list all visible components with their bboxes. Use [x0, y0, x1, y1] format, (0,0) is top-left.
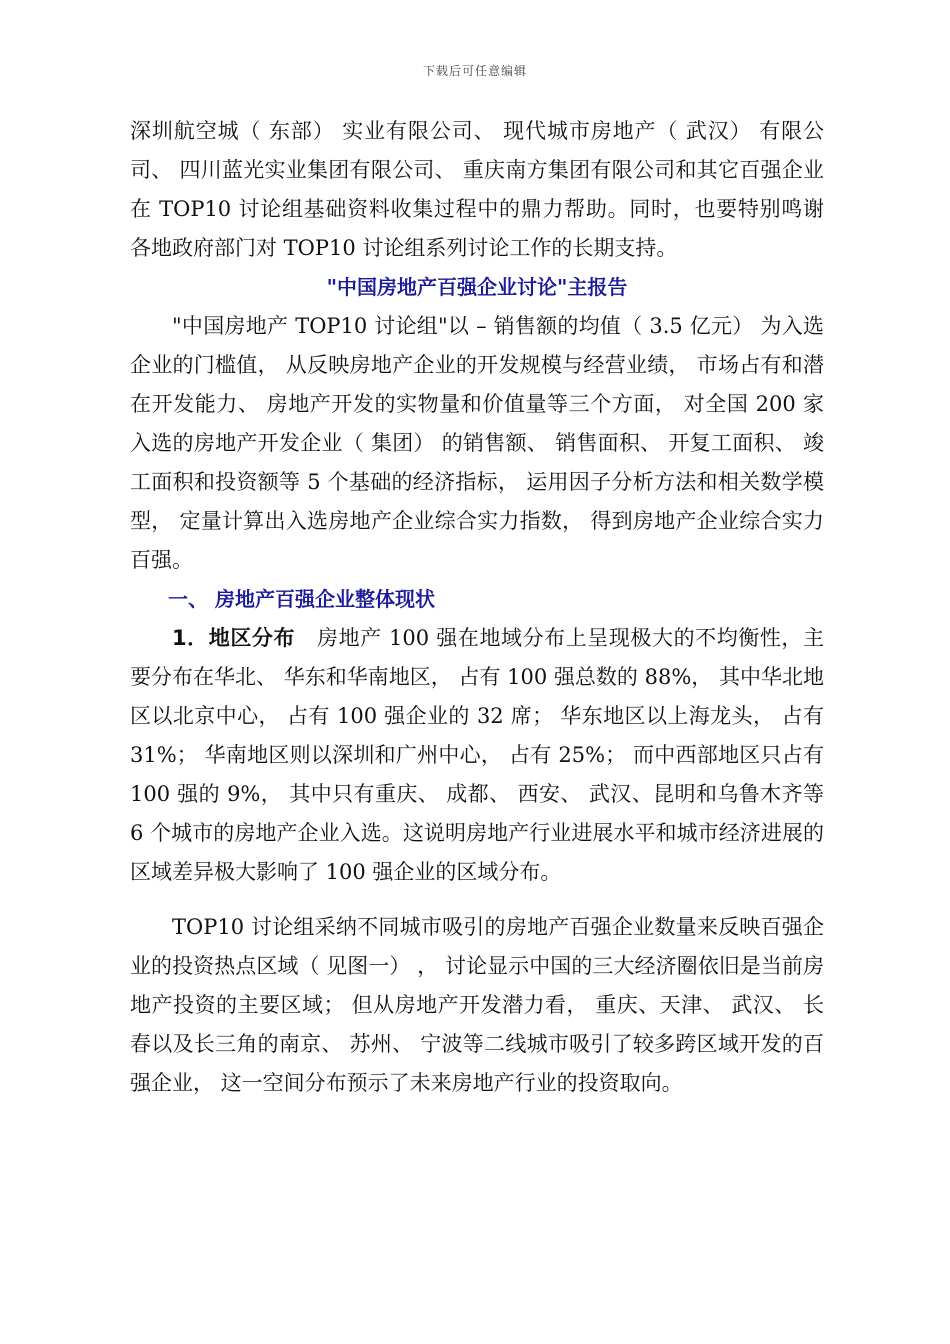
subsection-heading: 1．地区分布	[172, 626, 296, 650]
intro-paragraph: "中国房地产 TOP10 讨论组"以 – 销售额的均值（ 3.5 亿元） 为入选企业的门槛值， 从反映房地产企业的开发规模与经营业绩， 市场占有和潜在开发能力、 房地产开发的实物量和价值量等三个方面， 对全国 200 家入选的房地产开发企业（ 集团） 的销售额、 销售面积、 开复工面积、 竣工面积和投资额等 5 个基础的经济指标， 运用因子分析方法和相关数学模型， 定量计算出入选房地产企业综合实力指数， 得到房地产企业综合实力百强。	[130, 314, 824, 572]
document-body	[130, 112, 824, 1103]
regional-distribution-paragraph	[130, 619, 824, 892]
acknowledgement-paragraph: 深圳航空城（ 东部） 实业有限公司、 现代城市房地产（ 武汉） 有限公司、 四川蓝光实业集团有限公司、 重庆南方集团有限公司和其它百强企业在 TOP10 讨论组基础资料收集过程中的鼎力帮助。同时，也要特别鸣谢各地政府部门对 TOP10 讨论组系列讨论工作的长期支持。	[130, 119, 824, 260]
report-title: "中国房地产百强企业讨论"主报告	[326, 275, 628, 299]
subsection-text: 房地产 100 强在地域分布上呈现极大的不均衡性，主要分布在华北、 华东和华南地区， 占有 100 强总数的 88%， 其中华北地区以北京中心， 占有 100 强企业的 32 席； 华东地区以上海龙头， 占有 31%； 华南地区则以深圳和广州中心， 占有 25%； 而中西部地区只占有 100 强的 9%， 其中只有重庆、 成都、 西安、 武汉、昆明和乌鲁木齐等 6 个城市的房地产企业入选。这说明房地产行业进展水平和城市经济进展的区域差异极大影响了 100 强企业的区域分布。	[130, 626, 824, 884]
investment-hotspot-paragraph: TOP10 讨论组采纳不同城市吸引的房地产百强企业数量来反映百强企业的投资热点区域（ 见图一） ， 讨论显示中国的三大经济圈依旧是当前房地产投资的主要区域； 但从房地产开发潜力看， 重庆、天津、 武汉、 长春以及长三角的南京、 苏州、 宁波等二线城市吸引了较多跨区域开发的百强企业， 这一空间分布预示了未来房地产行业的投资取向。	[130, 915, 824, 1095]
section-heading: 一、 房地产百强企业整体现状	[168, 587, 435, 611]
header-note: 下载后可任意编辑	[422, 64, 527, 78]
